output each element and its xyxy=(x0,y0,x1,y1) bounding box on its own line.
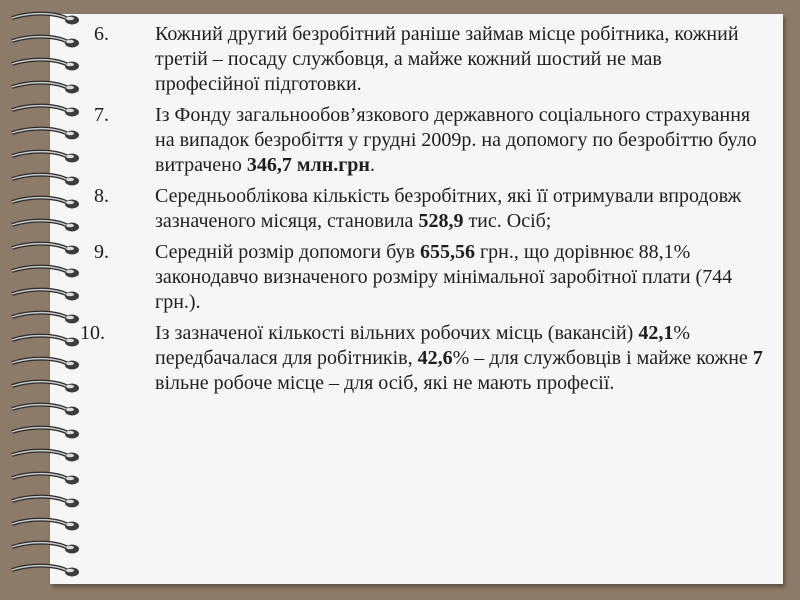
item-text: Середній розмір допомоги був 655,56 грн., що дорівнює 88,1% законодавчо визначеного розміру мінімальної заробітної плати (744 грн.). xyxy=(155,241,733,313)
item-text: Кожний другий безробітний раніше займав місце робітника, кожний третій – посаду службовця, а майже кожний шостий не мав професійної підготовки. xyxy=(155,23,739,95)
item-text: Середньооблікова кількість безробітних, які її отримували впродовж зазначеного місяця, становила 528,9 тис. Осіб; xyxy=(155,185,742,232)
list-item xyxy=(0,240,800,315)
list-item xyxy=(0,22,800,97)
list-item xyxy=(0,184,800,234)
numbered-list xyxy=(0,22,800,402)
item-text: Із зазначеної кількості вільних робочих місць (вакансій) 42,1% передбачалася для робітників, 42,6% – для службовців і майже кожне 7 вільне робоче місце – для осіб, які не мають професії. xyxy=(155,322,763,394)
item-number: 9. xyxy=(94,241,109,263)
item-number: 6. xyxy=(94,23,109,45)
item-text: Із Фонду загальнообов’язкового державного соціального страхування на випадок безробіття у грудні 2009р. на допомогу по безробіттю було витрачено 346,7 млн.грн. xyxy=(155,104,757,176)
item-number: 10. xyxy=(80,322,105,344)
list-item xyxy=(0,321,800,396)
list-item xyxy=(0,103,800,178)
item-number: 8. xyxy=(94,185,109,207)
item-number: 7. xyxy=(94,104,109,126)
